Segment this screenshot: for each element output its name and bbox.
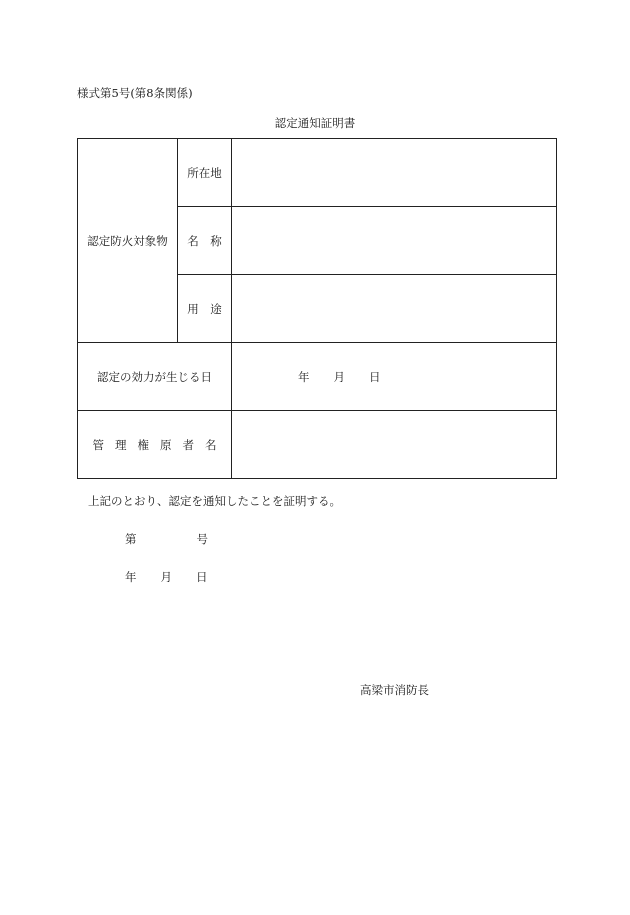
address-value[interactable] [232, 139, 557, 207]
effective-date-value[interactable] [232, 343, 557, 411]
use-value[interactable] [232, 275, 557, 343]
address-label: 所在地 [178, 139, 232, 207]
number-suffix: 号 [196, 532, 208, 546]
authority-value[interactable] [232, 411, 557, 479]
effective-date-year: 年 [298, 369, 310, 384]
effective-date-month: 月 [333, 369, 345, 384]
issue-date [125, 569, 208, 585]
issue-date-month: 月 [160, 570, 172, 584]
effective-date-day: 日 [369, 369, 381, 384]
issue-date-day: 日 [196, 570, 208, 584]
issue-date-year: 年 [125, 570, 137, 584]
name-value[interactable] [232, 207, 557, 275]
document-title: 認定通知証明書 [274, 116, 356, 130]
use-label: 用 途 [178, 275, 232, 343]
authority-label: 管理権原者名 [92, 437, 228, 452]
certificate-table [77, 138, 557, 479]
number-prefix: 第 [125, 532, 137, 546]
effective-date-label: 認定の効力が生じる日 [78, 343, 232, 411]
name-label: 名 称 [178, 207, 232, 275]
certification-statement: 上記のとおり、認定を通知したことを証明する。 [88, 494, 341, 508]
form-number: 様式第5号(第8条関係) [77, 86, 193, 100]
authority-label-cell [78, 411, 232, 479]
issuer-name: 高梁市消防長 [360, 683, 429, 697]
target-label: 認定防火対象物 [78, 139, 178, 343]
certificate-number [125, 531, 208, 547]
